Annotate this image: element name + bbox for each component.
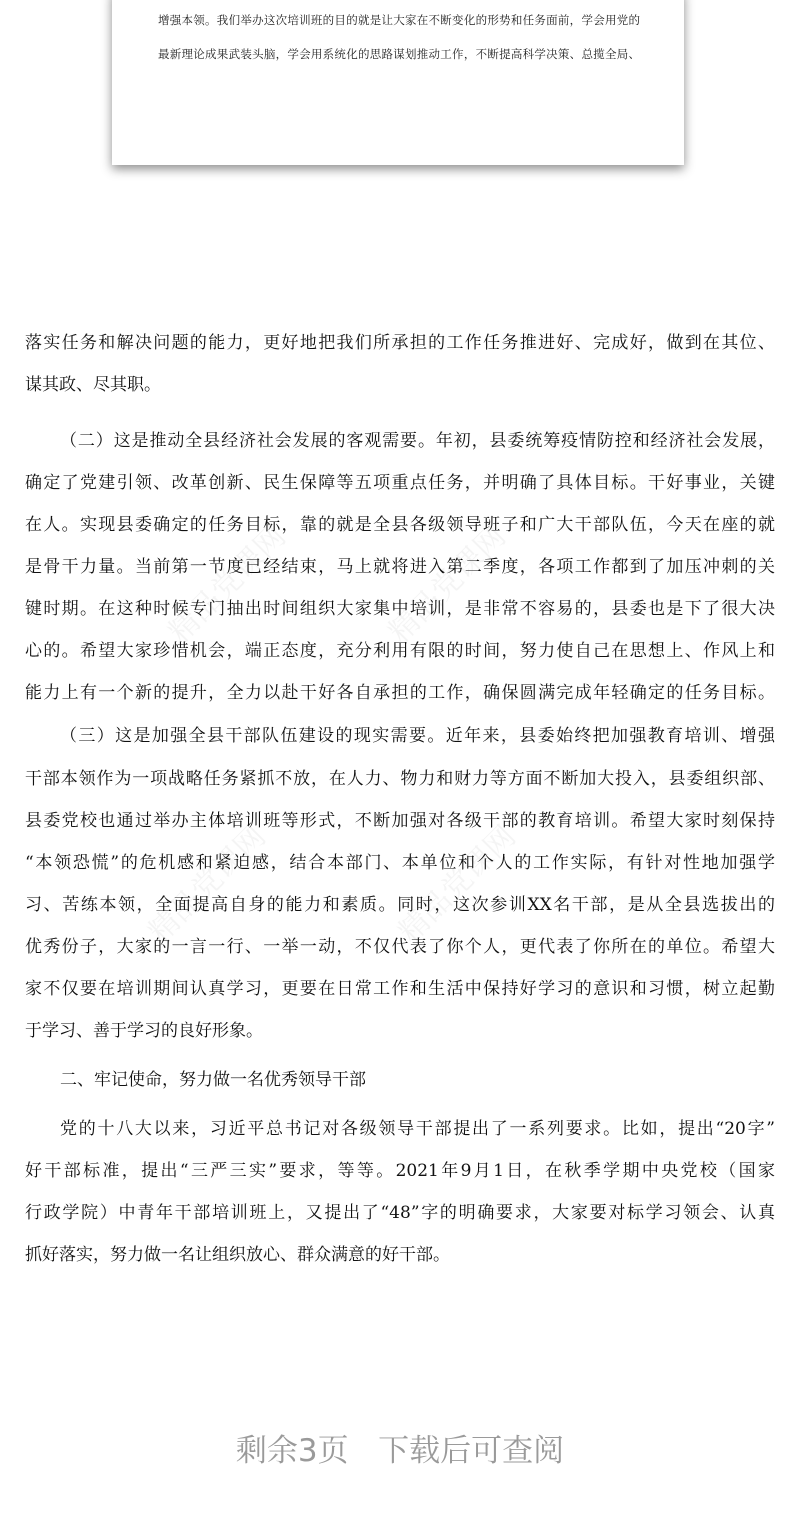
paragraph-line: 优秀份子，大家的一言一行、一举一动，不仅代表了你个人，更代表了你所在的单位。希望大: [25, 937, 775, 957]
paragraph-line: 在人。实现县委确定的任务目标，靠的就是全县各级领导班子和广大干部队伍，今天在座的就: [25, 515, 775, 535]
section-heading: 二、牢记使命，努力做一名优秀领导干部: [60, 1070, 366, 1090]
paragraph-line: 是骨干力量。当前第一节度已经结束，马上就将进入第二季度，各项工作都到了加压冲刺的关: [25, 557, 775, 577]
preview-line: 最新理论成果武装头脑，学会用系统化的思路谋划推动工作，不断提高科学决策、总揽全局、: [158, 47, 640, 61]
paragraph-line: 能力上有一个新的提升，全力以赴干好各自承担的工作，确保圆满完成年轻确定的任务目标。: [25, 683, 775, 703]
paragraph-line: 家不仅要在培训期间认真学习，更要在日常工作和生活中保持好学习的意识和习惯，树立起勤: [25, 979, 775, 999]
paragraph-line: 好干部标准，提出“三严三实”要求，等等。2021年9月1日，在秋季学期中央党校（国家: [25, 1161, 775, 1181]
paragraph-line: 党的十八大以来，习近平总书记对各级领导干部提出了一系列要求。比如，提出“20字”: [60, 1119, 775, 1139]
remaining-pages-text: 剩余3页: [235, 1433, 349, 1469]
paragraph-line: （二）这是推动全县经济社会发展的客观需要。年初，县委统筹疫情防控和经济社会发展，: [60, 431, 775, 451]
watermark: 精品党课网: [142, 819, 273, 950]
download-hint-text: 下载后可查阅: [378, 1433, 565, 1469]
paragraph-line: 县委党校也通过举办主体培训班等形式，不断加强对各级干部的教育培训。希望大家时刻保持: [25, 811, 775, 831]
watermark: 精品党课网: [392, 819, 523, 950]
paragraph-line: 干部本领作为一项战略任务紧抓不放，在人力、物力和财力等方面不断加大投入，县委组织部、: [25, 769, 775, 789]
watermark: 精品党课网: [162, 519, 293, 650]
paragraph-line: 确定了党建引领、改革创新、民生保障等五项重点任务，并明确了具体目标。干好事业，关键: [25, 473, 775, 493]
paragraph-line: 键时期。在这种时候专门抽出时间组织大家集中培训，是非常不容易的，县委也是下了很大决: [25, 599, 775, 619]
paragraph-line: 落实任务和解决问题的能力，更好地把我们所承担的工作任务推进好、完成好，做到在其位、: [25, 333, 775, 353]
paragraph-line: 抓好落实，努力做一名让组织放心、群众满意的好干部。: [25, 1245, 450, 1265]
preview-line: 增强本领。我们举办这次培训班的目的就是让大家在不断变化的形势和任务面前，学会用党的: [158, 13, 640, 27]
paragraph-line: 谋其政、尽其职。: [25, 375, 161, 395]
paragraph-line: 心的。希望大家珍惜机会，端正态度，充分利用有限的时间，努力使自己在思想上、作风上和: [25, 641, 775, 661]
paragraph-line: “本领恐慌”的危机感和紧迫感，结合本部门、本单位和个人的工作实际，有针对性地加强学: [25, 853, 775, 873]
paragraph-line: （三）这是加强全县干部队伍建设的现实需要。近年来，县委始终把加强教育培训、增强: [60, 726, 775, 746]
paragraph-line: 习、苦练本领，全面提高自身的能力和素质。同时，这次参训XX名干部，是从全县选拔出的: [25, 895, 775, 915]
paragraph-line: 于学习、善于学习的良好形象。: [25, 1021, 263, 1041]
paragraph-line: 行政学院）中青年干部培训班上，又提出了“48”字的明确要求，大家要对标学习领会、认真: [25, 1203, 775, 1223]
previous-page-preview: [112, 0, 684, 165]
watermark: 精品党课网: [382, 519, 513, 650]
download-prompt[interactable]: [0, 1425, 800, 1470]
